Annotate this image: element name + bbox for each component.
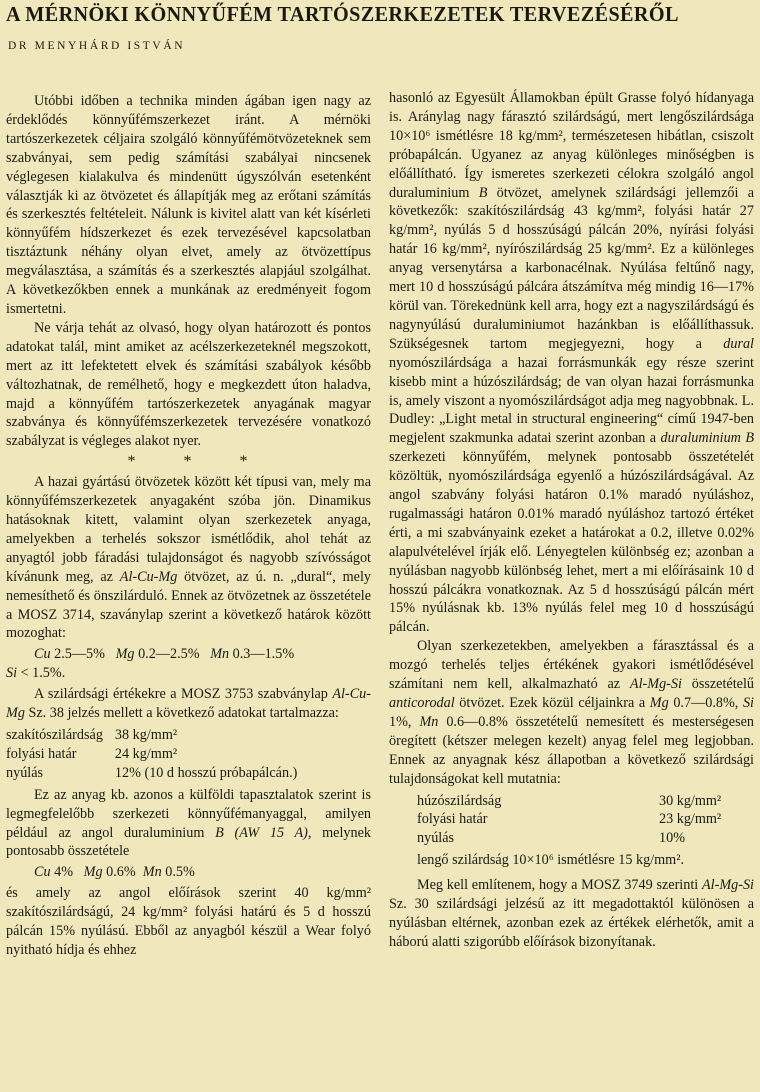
properties-table — [6, 726, 297, 783]
paragraph: A hazai gyártású ötvözetek között két típusi van, mely ma könnyűfémszerkezetek anyagaként szóba jön. Dinamikus hatásoknak kitett, valamint olyan szerkezetek anyaga, amelyekben a terhelés sokszor ismétlődik, ahol tehát az anyagtól jobb fáradási tulajdonságot és nagyobb szívósságot kívánunk meg, az Al-Cu-Mg ötvözet, az ú. n. „dural“, mely nemesíthető és önszilárduló. Ennek az ötvözetnek az összetétele a MOSZ 3714, szaványlap szerint a következő határok között mozoghat: — [6, 474, 372, 642]
table-row: nyúlás 12% (10 d hosszú próbapálcán.) — [6, 764, 298, 781]
paragraph: hasonló az Egyesült Államokban épült Grasse folyó hídanyaga is. Aránylag nagy fárasztó szilárdságú, mert lengőszilárdsága 10×10⁶ ismétlésre 18 kg/mm², természetesen hibátlan, csiszolt próbapálcán. Ugyanez az anyag különleges minőségben is előállítható. Így ismeretes szerkezeti célokra szolgáló angol duraluminium B ötvözet, amelynek szilárdsági jellemzői a következők: szakítószilárdság 43 kg/mm², folyási határ 27 kg/mm², nyúlás 5 d hosszúságú pálcán 20%, nyírási folyási határ 16 kg/mm², nyírószilárdság 25 kg/mm². Ez a különleges anyag versenytársa a karbonacélnak. Nyúlása feltűnő nagy, mert 10 d hosszúságú pálcára átszámítva még mindig 16—17% körül van. Törekednünk kell arra, hogy ezt a nagyszilárdságú és nagynyúlású duraluminiumot hazánkban is előállíthassuk. Szükségesnek tartom megjegyezni, hogy a dural nyomószilárdsága a hazai forrásmunkák egy része szerint kisebb mint a húzószilárdság; de van olyan hazai forrásmunka is, amely viszont a nyomószilárdságot adja meg nagyobbnak. L. Dudley: „Light metal in structural engineering“ című 1947-ben megjelent szakmunka adatai szerint azonban a duraluminium B szerkezeti könnyűfém, melynek pontosabb összetételét közöltük, nyomószilárdsága egyenlő a húzószilárdságával. Az angol szabvány folyási határon 0.1% maradó nyúláshoz, rugalmassági határon 0.01% maradó nyúláshoz tartozó értéket érti, a mi szabványaink ezeket a határokat a 0.2, illetve 0.02% alapulvételével írják elő. Lényegtelen különbség ez; azonban a nyúlásban nagyobb különbség lehet, mert a mi előírásaink 10 d hosszú pálcákra vonatkoznak. Az 5 d hosszúságú pálcán mért 15% nyúlásnak kb. 13% nyúlás felel meg 10 d hosszúságú pálcán. — [389, 90, 755, 636]
paragraph: Olyan szerkezetekben, amelyekben a fárasztással és a mozgó terhelés teljes értékének gyakori ismétlődésével számítani nem kell, alkalmazható az Al-Mg-Si összetételű anticorodal ötvözet. Ezek közül céljainkra a Mg 0.7—0.8%, Si 1%, Mn 0.6—0.8% összetételű nemesített és mesterségesen öregített (kétszer melegen kezelt) anyag felel meg legjobban. Ennek az anyagnak kész állapotban a következő szilárdsági tulajdonságokat kell mutatnia: — [389, 638, 754, 787]
composition-formula: Cu 4% Mg 0.6% Mn 0.5% — [34, 864, 195, 881]
table-row: húzószilárdság 30 kg/mm² — [417, 792, 722, 809]
paragraph: és amely az angol előírások szerint 40 kg/mm² szakítószilárdságú, 24 kg/mm² folyási határú és 5 d hosszú pálcán 15% nyúlású. Ebből az anyagból készül a Wear folyó nyitható hídja és ehhez — [6, 885, 371, 958]
paragraph: Ez az anyag kb. azonos a külföldi tapasztalatok szerint is legmegfelelőbb szerkezeti könnyűfémanyaggal, amilyen például az angol duraluminium B (AW 15 A), melynek pontosabb összetétele — [6, 786, 371, 860]
author-name: DR MENYHÁRD ISTVÁN — [8, 40, 186, 52]
paragraph: Utóbbi időben a technika minden ágában igen nagy az érdeklődés könnyűfémszerkezet iránt. A mérnöki tartószerkezetek céljaira szolgáló könnyűfémötvözeteknek sem szabványai, sem pedig számítási szabályai nincsenek véglegesen kialakulva és mindenütt úgyszólván esetenként választják ki az ötvözetet és állapítják meg az erőtani számítás és szerkesztés feltételeit. Nálunk is kivitel alatt van két kísérleti könnyűfém hídszerkezet és ezek tervezésével kapcsolatban tisztáztunk néhány olyan elvet, amely az ötvözettípus megválasztása, a számítás és a szerkesztés alapjául szolgálhat. A következőkben ennek a munkának az eredményeit fogom ismertetni. — [6, 93, 371, 317]
fatigue-strength-line: lengő szilárdság 10×10⁶ ismétlésre 15 kg/mm². — [417, 852, 685, 869]
paragraph: Meg kell említenem, hogy a MOSZ 3749 szerinti Al-Mg-Si Sz. 30 szilárdsági jelzésű az itt megadottaktól különösen a nyúlásban eltérnek, azonban ezek az értékek elérhetők, amit a háború alatti szigorúbb előírások bizonyítanak. — [389, 877, 754, 950]
section-divider: * * * — [127, 453, 270, 471]
table-row: folyási határ 24 kg/mm² — [6, 745, 178, 762]
article-title: A MÉRNÖKI KÖNNYŰFÉM TARTÓSZERKEZETEK TERVEZÉSÉRŐL — [6, 2, 679, 26]
paragraph: A szilárdsági értékekre a MOSZ 3753 szabványlap Al-Cu-Mg Sz. 38 jelzés mellett a következő adatokat tartalmazza: — [6, 686, 371, 722]
table-row: szakítószilárdság 38 kg/mm² — [6, 727, 178, 743]
properties-table — [417, 792, 721, 849]
composition-formula: Cu 2.5—5% Mg 0.2—2.5% Mn 0.3—1.5% Si < 1.5%. — [6, 646, 295, 682]
table-row: nyúlás 10% — [417, 830, 686, 847]
paragraph: Ne várja tehát az olvasó, hogy olyan határozott és pontos adatokat talál, mint amiket az acélszerkezeteknél megszokott, mert az itt lefektetett elvek és számítási szabályok később változhatnak, de remélhető, hogy e megkezdett úton haladva, majd a könnyűfém tartószerkezetek anyagának magyar szabványa és könnyűfémszerkezetek tervezésére vonatkozó szabályzat is végleges alakot nyer. — [6, 319, 371, 450]
table-row: folyási határ 23 kg/mm² — [417, 811, 722, 828]
left-column — [6, 92, 371, 960]
right-column — [389, 89, 754, 952]
